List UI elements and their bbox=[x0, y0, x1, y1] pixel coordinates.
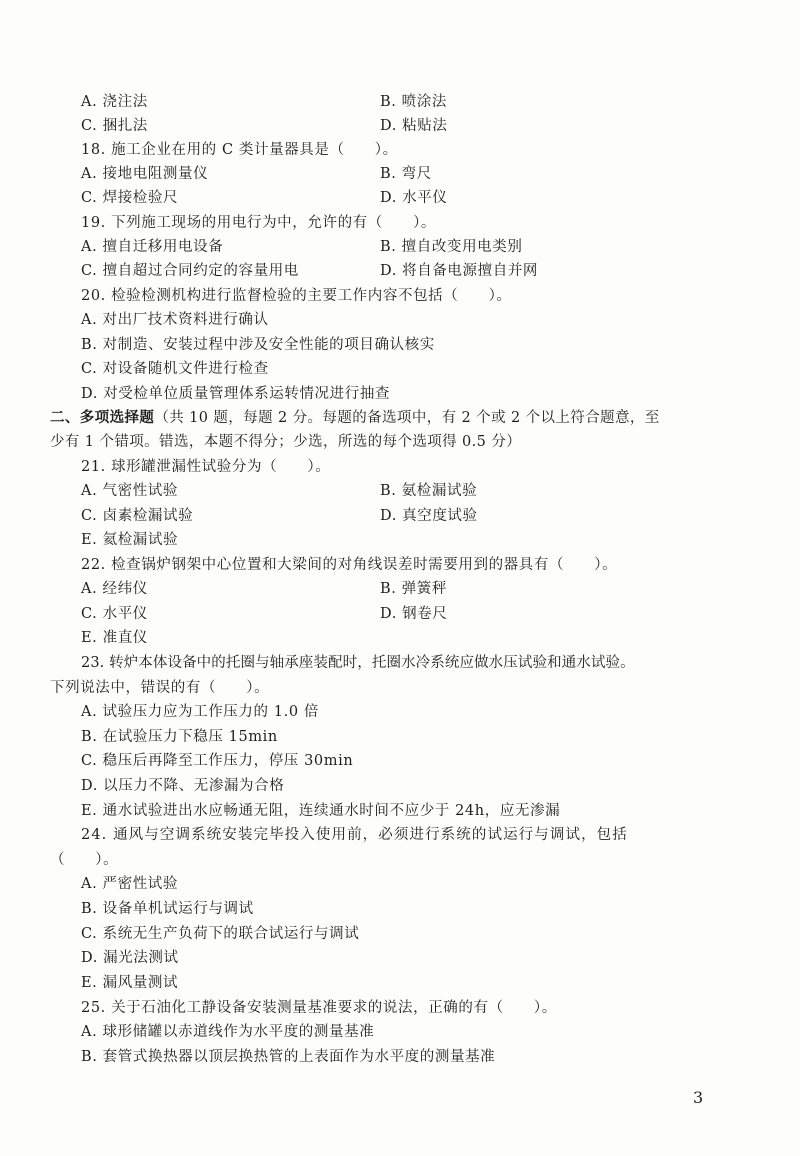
option-d: D. 真空度试验 bbox=[380, 508, 478, 524]
option-b: B. 喷涂法 bbox=[380, 94, 447, 110]
option-c: C. 焊接检验尺 bbox=[81, 190, 179, 206]
question-21: 21. 球形罐泄漏性试验分为（ ）。 bbox=[81, 459, 331, 475]
option-a: A. 气密性试验 bbox=[81, 483, 178, 499]
option-d: D. 将自备电源擅自并网 bbox=[380, 263, 539, 279]
option-a: A. 对出厂技术资料进行确认 bbox=[81, 312, 269, 328]
question-18: 18. 施工企业在用的 C 类计量器具是（ ）。 bbox=[81, 142, 398, 158]
option-d: D. 钢卷尺 bbox=[380, 606, 448, 622]
option-a: A. 经纬仪 bbox=[81, 581, 148, 597]
option-b: B. 在试验压力下稳压 15min bbox=[81, 729, 278, 745]
option-b: B. 弯尺 bbox=[380, 166, 432, 182]
option-a: A. 严密性试验 bbox=[81, 876, 178, 892]
option-c: C. 对设备随机文件进行检查 bbox=[81, 361, 269, 377]
option-d: D. 水平仪 bbox=[380, 190, 448, 206]
option-b: B. 套管式换热器以顶层换热管的上表面作为水平度的测量基准 bbox=[81, 1049, 496, 1065]
option-a: A. 浇注法 bbox=[81, 94, 148, 110]
option-d: D. 对受检单位质量管理体系运转情况进行抽查 bbox=[81, 386, 391, 402]
question-23: 23. 转炉本体设备中的托圈与轴承座装配时，托圈水冷系统应做水压试验和通水试验。 bbox=[81, 655, 635, 671]
option-c: C. 系统无生产负荷下的联合试运行与调试 bbox=[81, 926, 360, 942]
question-24-cont: （ ）。 bbox=[50, 852, 119, 868]
option-d: D. 以压力不降、无渗漏为合格 bbox=[81, 778, 285, 794]
question-23-cont: 下列说法中，错误的有（ ）。 bbox=[50, 680, 270, 696]
option-d: D. 粘贴法 bbox=[380, 118, 448, 134]
option-b: B. 对制造、安装过程中涉及安全性能的项目确认核实 bbox=[81, 337, 435, 353]
section-title: 二、多项选择题 bbox=[50, 409, 155, 426]
option-c: C. 卤素检漏试验 bbox=[81, 508, 194, 524]
question-25: 25. 关于石油化工静设备安装测量基准要求的说法，正确的有（ ）。 bbox=[81, 1000, 557, 1016]
option-c: C. 水平仪 bbox=[81, 606, 148, 622]
option-a: A. 球形储罐以赤道线作为水平度的测量基准 bbox=[81, 1024, 375, 1040]
option-b: B. 弹簧秤 bbox=[380, 581, 447, 597]
option-c: C. 捆扎法 bbox=[81, 118, 148, 134]
option-e: E. 通水试验进出水应畅通无阻，连续通水时间不应少于 24h，应无渗漏 bbox=[81, 803, 561, 819]
section-instructions: （共 10 题，每题 2 分。每题的备选项中，有 2 个或 2 个以上符合题意，至 bbox=[154, 410, 660, 426]
option-c: C. 稳压后再降至工作压力，停压 30min bbox=[81, 753, 354, 769]
option-d: D. 漏光法测试 bbox=[81, 950, 179, 966]
option-a: A. 擅自迁移用电设备 bbox=[81, 239, 224, 255]
page-number: 3 bbox=[693, 1088, 704, 1107]
question-19: 19. 下列施工现场的用电行为中，允许的有（ ）。 bbox=[81, 215, 437, 231]
option-b: B. 擅自改变用电类别 bbox=[380, 239, 523, 255]
option-b: B. 设备单机试运行与调试 bbox=[81, 901, 254, 917]
question-24: 24. 通风与空调系统安装完毕投入使用前，必须进行系统的试运行与调试，包括 bbox=[81, 827, 628, 843]
section-instructions-cont: 少有 1 个错项。错选，本题不得分；少选，所选的每个选项得 0.5 分） bbox=[50, 434, 522, 450]
section-heading bbox=[50, 408, 660, 428]
question-22: 22. 检查锅炉钢架中心位置和大梁间的对角线误差时需要用到的器具有（ ）。 bbox=[81, 557, 618, 573]
option-b: B. 氨检漏试验 bbox=[380, 483, 478, 499]
option-c: C. 擅自超过合同约定的容量用电 bbox=[81, 263, 299, 279]
option-e: E. 准直仪 bbox=[81, 630, 148, 646]
option-e: E. 氦检漏试验 bbox=[81, 532, 179, 548]
option-a: A. 接地电阻测量仪 bbox=[81, 166, 209, 182]
option-a: A. 试验压力应为工作压力的 1.0 倍 bbox=[81, 704, 319, 720]
question-20: 20. 检验检测机构进行监督检验的主要工作内容不包括（ ）。 bbox=[81, 288, 512, 304]
option-e: E. 漏风量测试 bbox=[81, 975, 179, 991]
